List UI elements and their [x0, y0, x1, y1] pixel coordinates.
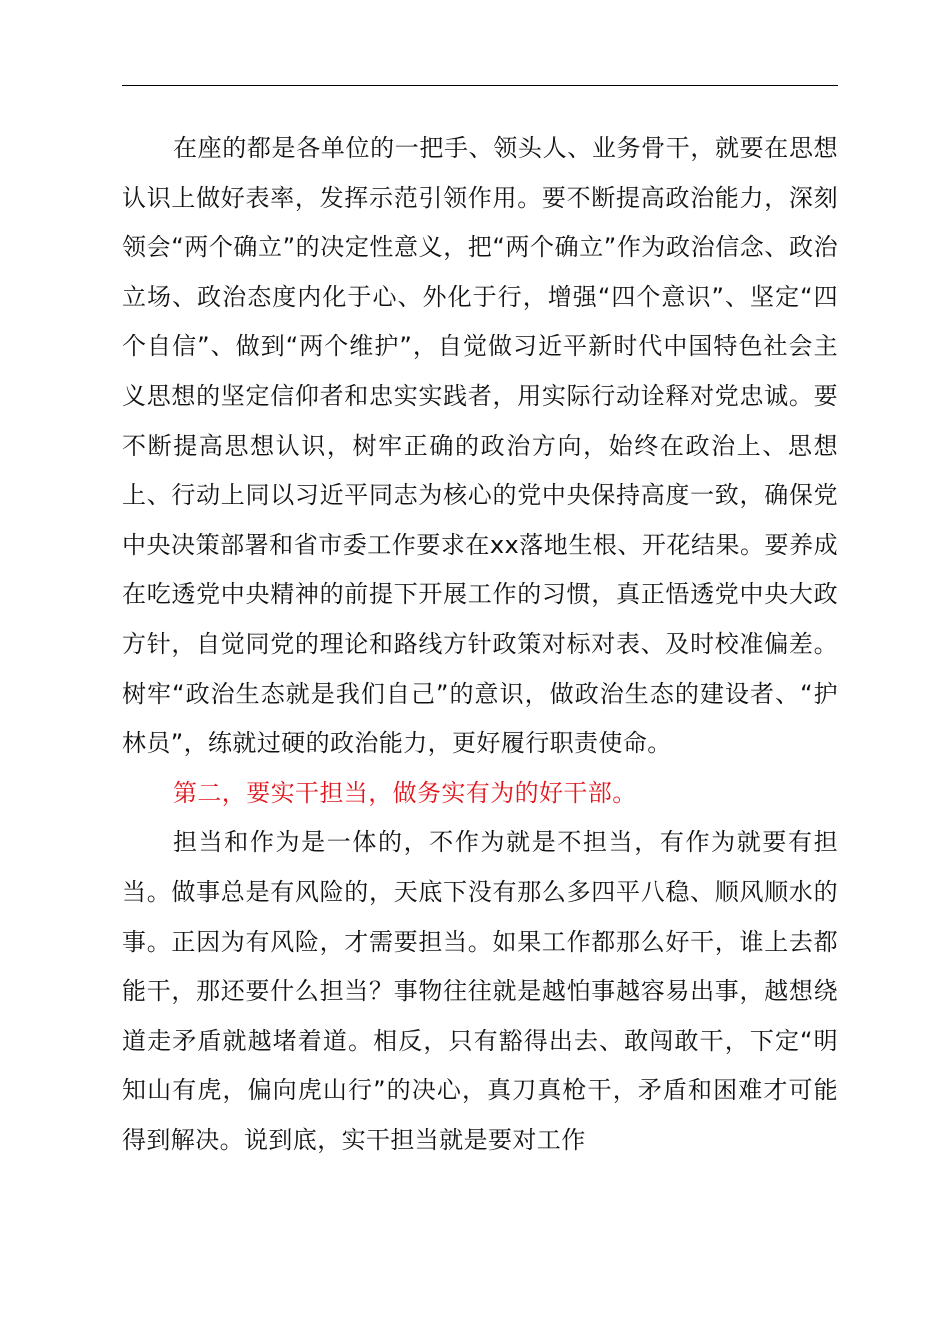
- body-paragraph: 在座的都是各单位的一把手、领头人、业务骨干，就要在思想认识上做好表率，发挥示范引领作用。要不断提高政治能力，深刻领会“两个确立”的决定性意义，把“两个确立”作为政治信念、政治立场、政治态度内化于心、外化于行，增强“四个意识”、坚定“四个自信”、做到“两个维护”，自觉做习近平新时代中国特色社会主义思想的坚定信仰者和忠实实践者，用实际行动诠释对党忠诚。要不断提高思想认识，树牢正确的政治方向，始终在政治上、思想上、行动上同以习近平同志为核心的党中央保持高度一致，确保党中央决策部署和省市委工作要求在xx落地生根、开花结果。要养成在吃透党中央精神的前提下开展工作的习惯，真正悟透党中央大政方针，自觉同党的理论和路线方针政策对标对表、及时校准偏差。树牢“政治生态就是我们自己”的意识，做政治生态的建设者、“护林员”，练就过硬的政治能力，更好履行职责使命。: [122, 134, 838, 758]
- document-body: [122, 124, 838, 1165]
- header-rule: [122, 85, 838, 86]
- body-paragraph: 担当和作为是一体的，不作为就是不担当，有作为就要有担当。做事总是有风险的，天底下没有那么多四平八稳、顺风顺水的事。正因为有风险，才需要担当。如果工作都那么好干，谁上去都能干，那还要什么担当？事物往往就是越怕事越容易出事，越想绕道走矛盾就越堵着道。相反，只有豁得出去、敢闯敢干，下定“明知山有虎，偏向虎山行”的决心，真刀真枪干，矛盾和困难才可能得到解决。说到底，实干担当就是要对工作: [122, 828, 839, 1154]
- section-heading: 第二，要实干担当，做务实有为的好干部。: [173, 778, 637, 807]
